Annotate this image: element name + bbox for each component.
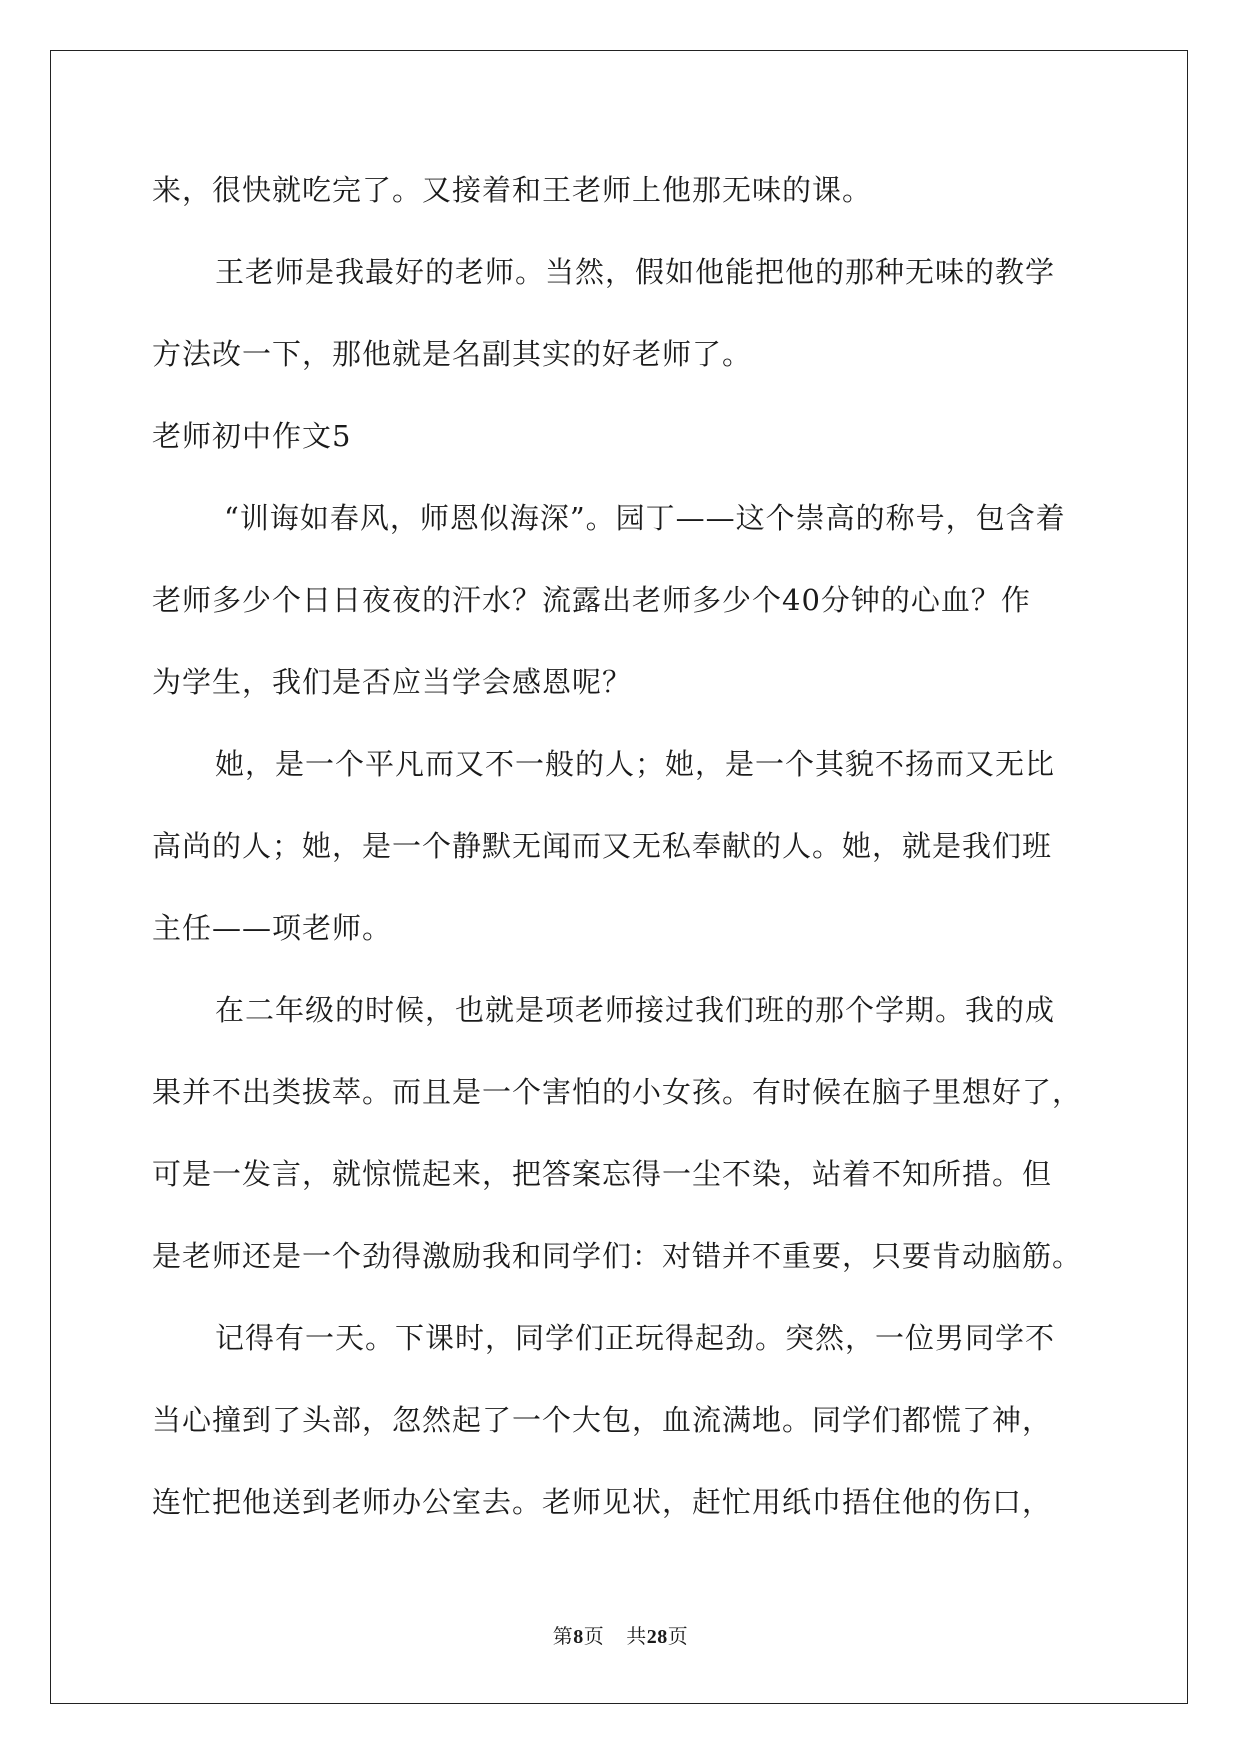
total-pages: 28 [646, 1626, 668, 1648]
paragraph-start: 王老师是我最好的老师。当然，假如他能把他的那种无味的教学 [215, 255, 1056, 289]
footer-total-prefix: 共 [626, 1624, 647, 1648]
body-line: 当心撞到了头部，忽然起了一个大包，血流满地。同学们都慌了神， [152, 1403, 1053, 1437]
body-line: 方法改一下，那他就是名副其实的好老师了。 [152, 337, 753, 371]
body-line: 是老师还是一个劲得激励我和同学们：对错并不重要，只要肯动脑筋。 [152, 1239, 1083, 1273]
body-line: 高尚的人；她，是一个静默无闻而又无私奉献的人。她，就是我们班 [152, 829, 1053, 863]
body-line: 为学生，我们是否应当学会感恩呢？ [152, 665, 633, 699]
body-line: 连忙把他送到老师办公室去。老师见状，赶忙用纸巾捂住他的伤口， [152, 1485, 1053, 1519]
body-line: 老师多少个日日夜夜的汗水？流露出老师多少个40分钟的心血？作 [152, 583, 1031, 617]
footer-page-suffix: 页 [583, 1624, 605, 1648]
document-body [152, 160, 1092, 1554]
paragraph-start: 她，是一个平凡而又不一般的人；她，是一个其貌不扬而又无比 [215, 747, 1056, 781]
page-number: 8 [573, 1626, 584, 1648]
page-footer [0, 1620, 1241, 1649]
section-heading: 老师初中作文5 [152, 419, 352, 453]
footer-prefix: 第 [552, 1624, 574, 1648]
body-line: 可是一发言，就惊慌起来，把答案忘得一尘不染，站着不知所措。但 [152, 1157, 1053, 1191]
body-line: 果并不出类拔萃。而且是一个害怕的小女孩。有时候在脑子里想好了， [152, 1075, 1083, 1109]
paragraph-start: 记得有一天。下课时，同学们正玩得起劲。突然，一位男同学不 [215, 1321, 1056, 1355]
paragraph-start: “训诲如春风，师恩似海深”。园丁——这个崇高的称号，包含着 [224, 501, 1066, 535]
body-line: 来，很快就吃完了。又接着和王老师上他那无味的课。 [152, 173, 873, 207]
body-line: 主任——项老师。 [152, 911, 393, 945]
paragraph-start: 在二年级的时候，也就是项老师接过我们班的那个学期。我的成 [215, 993, 1056, 1027]
footer-total-suffix: 页 [667, 1624, 689, 1648]
